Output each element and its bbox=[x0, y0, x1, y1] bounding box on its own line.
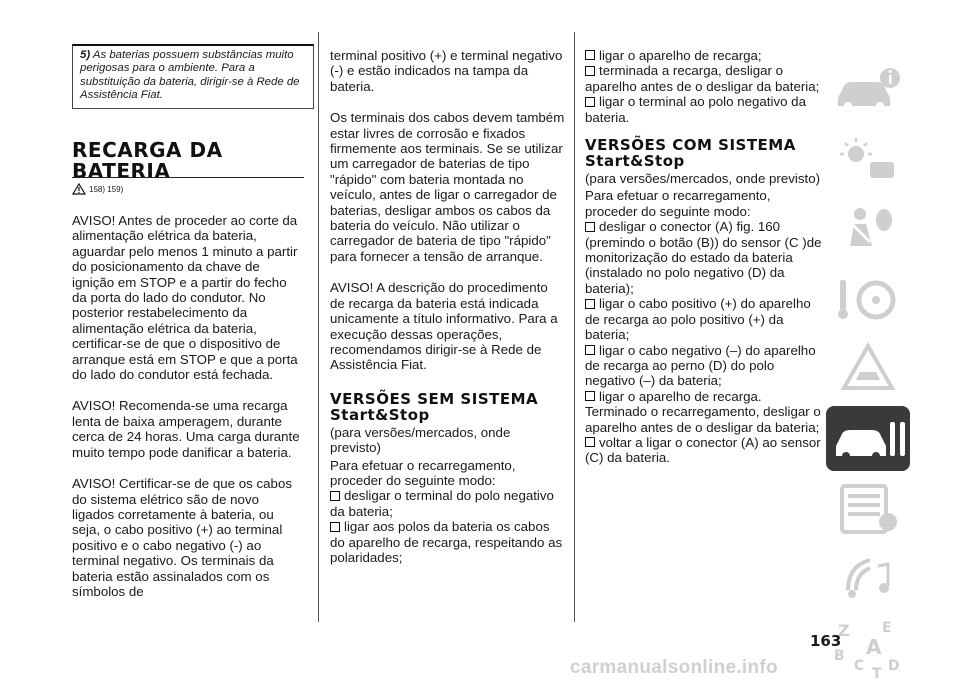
checkbox-bullet-icon bbox=[585, 50, 595, 60]
paragraph: terminal positivo (+) e terminal negativo (-) e estão indicados na tampa da bateria. bbox=[330, 48, 563, 94]
list-item-text: voltar a ligar o conector (A) ao sensor (C) da bateria. bbox=[585, 434, 821, 466]
list-item-text: ligar o aparelho de recarga. bbox=[599, 388, 762, 404]
index-letter: D bbox=[888, 658, 900, 674]
col3-body bbox=[585, 48, 823, 466]
list-item-text: desligar o conector (A) fig. 160 (premindo o botão (B)) do sensor (C )de monitorização do estado da bateria (instalado no polo negativo (D) da bateria); bbox=[585, 219, 822, 296]
subsection-title-line1: VERSÕES SEM SISTEMA bbox=[330, 389, 539, 408]
checkbox-bullet-icon bbox=[585, 222, 595, 232]
list-item bbox=[330, 519, 565, 565]
list-item bbox=[585, 219, 823, 296]
subsection-title-line2: Start&Stop bbox=[585, 152, 685, 171]
list-item-text: desligar o terminal do polo negativo da bateria; bbox=[330, 488, 554, 519]
list-item bbox=[585, 94, 823, 125]
checkbox-bullet-icon bbox=[585, 437, 595, 447]
checkbox-bullet-icon bbox=[585, 66, 595, 76]
tab-car-info[interactable] bbox=[826, 56, 910, 121]
tab-warning-emergency[interactable] bbox=[826, 336, 910, 401]
index-letter: Z bbox=[838, 621, 850, 640]
paragraph: AVISO! Antes de proceder ao corte da alimentação elétrica da bateria, aguardar pelo menos 1 minuto a partir do posicionamento da chave de ignição em STOP e a partir do fecho da porta do lado do condutor. No posterior restabelecimento da alimentação elétrica da bateria, certificar-se de que o dispositivo de arranque está em STOP e que a porta do lado do condutor está fechada. bbox=[72, 213, 298, 383]
multimedia-icon bbox=[826, 546, 910, 611]
list-item-text: ligar o aparelho de recarga; bbox=[599, 48, 762, 63]
environment-note bbox=[72, 44, 314, 109]
column-divider bbox=[574, 32, 575, 622]
checkbox-bullet-icon bbox=[585, 391, 595, 401]
section-title-line2: BATERIA bbox=[72, 159, 171, 183]
column-divider bbox=[318, 32, 319, 622]
dashboard-lights-icon bbox=[826, 126, 910, 191]
tab-car-maintenance[interactable] bbox=[826, 406, 910, 471]
index-letter: E bbox=[882, 620, 892, 636]
list-item bbox=[585, 48, 823, 63]
tab-multimedia[interactable] bbox=[826, 546, 910, 611]
tab-dashboard-lights[interactable] bbox=[826, 126, 910, 191]
footer-watermark: carmanualsonline.info bbox=[570, 657, 778, 678]
checkbox-bullet-icon bbox=[330, 491, 340, 501]
page-number: 163 bbox=[810, 632, 842, 650]
tab-steering-key[interactable] bbox=[826, 266, 910, 331]
section-title bbox=[72, 140, 304, 182]
car-maintenance-icon bbox=[826, 406, 910, 471]
checkbox-bullet-icon bbox=[330, 522, 340, 532]
list-item bbox=[585, 63, 823, 94]
checkbox-bullet-icon bbox=[585, 345, 595, 355]
checkbox-bullet-icon bbox=[585, 97, 595, 107]
markets-note: (para versões/mercados, onde previsto) bbox=[330, 424, 511, 456]
warning-triangle-icon bbox=[72, 183, 86, 195]
index-letter: B bbox=[834, 648, 845, 664]
section-title-line1: RECARGA DA bbox=[72, 138, 223, 162]
note-text: As baterias possuem substâncias muito perigosas para o ambiente. Para a substituição da bateria, dirigir-se à Rede de Assistência Fiat. bbox=[80, 49, 300, 102]
checkbox-bullet-icon bbox=[585, 299, 595, 309]
specifications-list-icon bbox=[826, 476, 910, 541]
tab-specifications[interactable] bbox=[826, 476, 910, 541]
intro-text: Para efetuar o recarregamento, proceder do seguinte modo: bbox=[585, 188, 771, 219]
paragraph: AVISO! A descrição do procedimento de recarga da bateria está indicada unicamente a título informativo. Para a execução dessas operações, recomendamos dirigir-se à Rede de Assistência Fiat. bbox=[330, 280, 558, 373]
list-item-text: ligar aos polos da bateria os cabos do aparelho de recarga, respeitando as polaridades; bbox=[330, 519, 563, 565]
paragraph: AVISO! Recomenda-se uma recarga lenta de baixa amperagem, durante cerca de 24 horas. Uma carga durante muito tempo pode danificar a bateria. bbox=[72, 398, 300, 460]
subsection-title bbox=[585, 137, 823, 169]
paragraph: Os terminais dos cabos devem também estar livres de corrosão e fixados firmemente aos terminais. Se se utilizar um carregador de baterias de tipo "rápido" com bateria montada no veículo, antes de ligar o carregador de baterias, desligar ambos os cabos da bateria do veículo. Não utilizar o carregador de bateria de tipo "rápido" para fornecer a tensão de arranque. bbox=[330, 110, 565, 264]
list-item-text: ligar o cabo positivo (+) do aparelho de recarga ao polo positivo (+) da bateria; bbox=[585, 296, 811, 343]
seatbelt-airbag-icon bbox=[826, 196, 910, 261]
list-item-text: terminada a recarga, desligar o aparelho antes de o desligar da bateria; bbox=[585, 63, 820, 94]
subsection-title bbox=[330, 391, 565, 423]
car-info-icon bbox=[826, 56, 910, 121]
tab-seatbelt-airbag[interactable] bbox=[826, 196, 910, 261]
list-item-text: ligar o cabo negativo (–) do aparelho de recarga ao perno (D) do polo negativo (–) da bateria; bbox=[585, 342, 816, 389]
title-divider bbox=[72, 177, 304, 178]
list-item bbox=[585, 296, 823, 342]
list-item bbox=[585, 389, 823, 404]
paragraph: Terminado o recarregamento, desligar o aparelho antes de o desligar da bateria; bbox=[585, 404, 821, 435]
markets-note: (para versões/mercados, onde previsto) bbox=[585, 171, 821, 187]
col1-body bbox=[72, 213, 304, 599]
intro-text: Para efetuar o recarregamento, proceder do seguinte modo: bbox=[330, 457, 516, 488]
list-item-text: ligar o terminal ao polo negativo da bateria. bbox=[585, 94, 806, 125]
index-letter: T bbox=[872, 666, 882, 681]
steering-key-icon bbox=[826, 266, 910, 331]
col2-body bbox=[330, 48, 565, 565]
note-number: 5) bbox=[80, 49, 91, 61]
paragraph: AVISO! Certificar-se de que os cabos do sistema elétrico são de novo ligados corretamente à bateria, ou seja, o cabo positivo (+) ao terminal positivo e o cabo negativo (-) ao terminal negativo. Os terminais da bateria estão assinalados com os símbolos de bbox=[72, 476, 292, 599]
list-item bbox=[330, 488, 565, 519]
subsection-title-line1: VERSÕES COM SISTEMA bbox=[585, 136, 796, 155]
list-item bbox=[585, 435, 823, 466]
list-item bbox=[585, 343, 823, 389]
warning-refs bbox=[72, 183, 123, 195]
warning-emergency-icon bbox=[826, 336, 910, 401]
warning-refs-text: 158) 159) bbox=[89, 184, 124, 194]
subsection-title-line2: Start&Stop bbox=[330, 405, 430, 424]
index-letter: C bbox=[854, 658, 865, 674]
index-letter: A bbox=[866, 635, 882, 659]
